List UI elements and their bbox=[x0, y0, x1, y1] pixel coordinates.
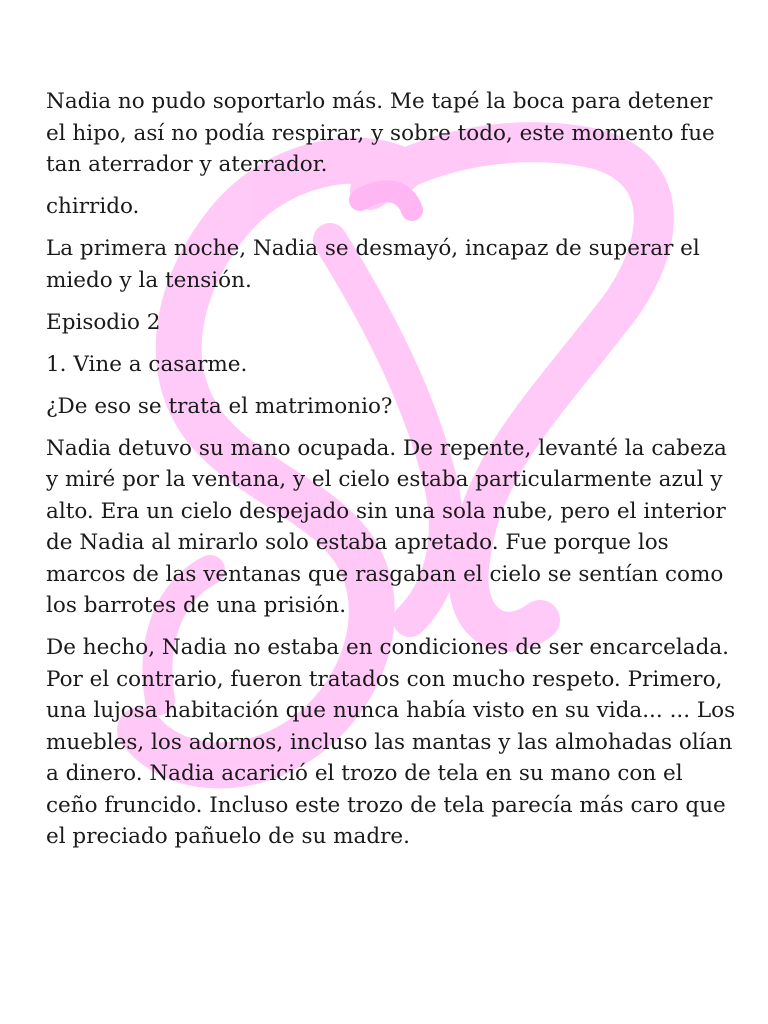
paragraph: Nadia no pudo soportarlo más. Me tapé la boca para detener el hipo, así no podía respirar, y sobre todo, este momento fue tan aterrador y aterrador. bbox=[46, 89, 715, 177]
paragraph: De hecho, Nadia no estaba en condiciones de ser encarcelada. Por el contrario, fueron tratados con mucho respeto. Primero, una lujosa habitación que nunca había visto en su vida... ... Los muebles, los adornos, incluso las mantas y las almohadas olían a dinero. Nadia acarició el trozo de tela en su mano con el ceño fruncido. Incluso este trozo de tela parecía más caro que el preciado pañuelo de su madre. bbox=[46, 635, 736, 849]
paragraph: ¿De eso se trata el matrimonio? bbox=[46, 393, 393, 419]
document-text bbox=[46, 86, 736, 863]
chapter-heading: 1. Vine a casarme. bbox=[46, 351, 248, 377]
paragraph: chirrido. bbox=[46, 194, 140, 219]
episode-heading: Episodio 2 bbox=[46, 309, 161, 335]
paragraph: Nadia detuvo su mano ocupada. De repente, levanté la cabeza y miré por la ventana, y el cielo estaba particularmente azul y alto. Era un cielo despejado sin una sola nube, pero el interior de Nadia al mirarlo solo estaba apretado. Fue porque los marcos de las ventanas que rasgaban el cielo se sentían como los barrotes de una prisión. bbox=[46, 435, 727, 618]
paragraph: La primera noche, Nadia se desmayó, incapaz de superar el miedo y la tensión. bbox=[46, 236, 700, 293]
